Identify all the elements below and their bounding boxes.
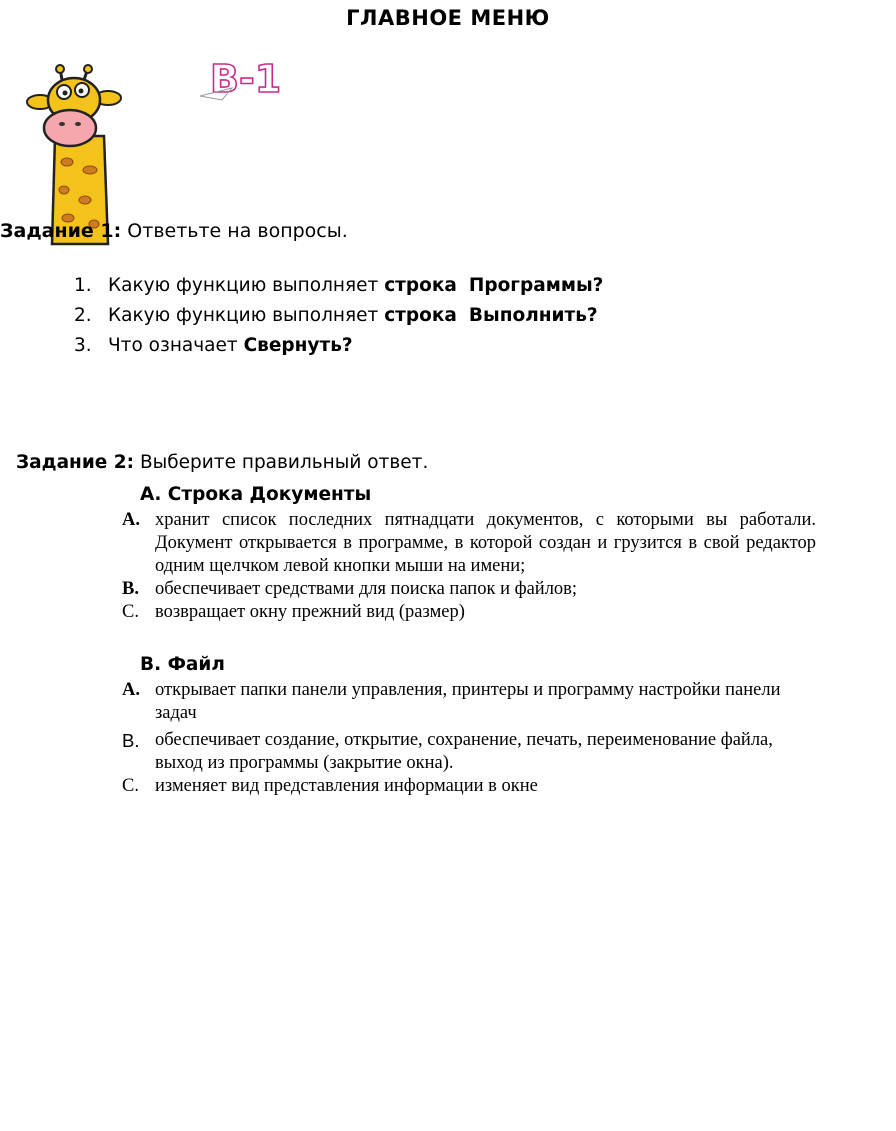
task2-prompt: Выберите правильный ответ. xyxy=(139,452,429,473)
question-list xyxy=(74,271,603,361)
question-text: Какую функцию выполняет xyxy=(108,305,379,326)
option-letter: А. xyxy=(122,680,140,700)
options-list xyxy=(122,509,816,624)
question-text: Какую функцию выполняет xyxy=(108,275,379,296)
giraffe-illustration xyxy=(22,66,128,244)
question-item xyxy=(74,331,603,361)
option-letter: А. xyxy=(122,510,140,530)
task2-line xyxy=(16,452,428,473)
task1-prompt: Ответьте на вопросы. xyxy=(127,220,348,242)
variant-badge xyxy=(192,52,282,106)
option-text: хранит список последних пятнадцати документов, с которыми вы работали. Документ открывается в программе, в которой создан и грузится в свой редактор одним щелчком левой кнопки мыши на имени; xyxy=(155,510,816,576)
question-number: 2. xyxy=(74,305,92,326)
question-number: 3. xyxy=(74,335,92,356)
question-item xyxy=(74,301,603,331)
option-item xyxy=(122,775,816,798)
question-term: Выполнить? xyxy=(468,305,598,326)
question-term: строка xyxy=(384,275,457,296)
option-item xyxy=(122,679,816,725)
option-text: открывает папки панели управления, принтеры и программу настройки панели задач xyxy=(155,680,781,723)
option-text: изменяет вид представления информации в окне xyxy=(155,776,538,796)
task1-line xyxy=(0,220,500,248)
option-item xyxy=(122,578,816,601)
option-item xyxy=(122,601,816,624)
task2-label: Задание 2: xyxy=(16,452,135,473)
option-item xyxy=(122,729,816,775)
variant-text: В-1 xyxy=(210,57,282,101)
option-text: возвращает окну прежний вид (размер) xyxy=(155,602,465,622)
option-letter: В. xyxy=(122,730,140,751)
options-list xyxy=(122,679,816,798)
option-text: обеспечивает создание, открытие, сохранение, печать, переименование файла, выход из программы (закрытие окна). xyxy=(155,730,773,773)
section-heading: В. Файл xyxy=(140,654,225,675)
option-letter: С. xyxy=(122,776,139,796)
section-heading: А. Строка Документы xyxy=(140,484,372,505)
question-item xyxy=(74,271,603,301)
question-term: Программы? xyxy=(468,275,604,296)
question-number: 1. xyxy=(74,275,92,296)
page-title: ГЛАВНОЕ МЕНЮ xyxy=(346,6,550,30)
question-text: Что означает xyxy=(108,335,238,356)
option-text: обеспечивает средствами для поиска папок и файлов; xyxy=(155,579,578,599)
option-item xyxy=(122,509,816,578)
question-term: Свернуть? xyxy=(243,335,353,356)
option-letter: С. xyxy=(122,602,139,622)
question-term: строка xyxy=(384,305,457,326)
task1-label: Задание 1: xyxy=(0,220,122,242)
option-letter: В. xyxy=(122,579,139,599)
